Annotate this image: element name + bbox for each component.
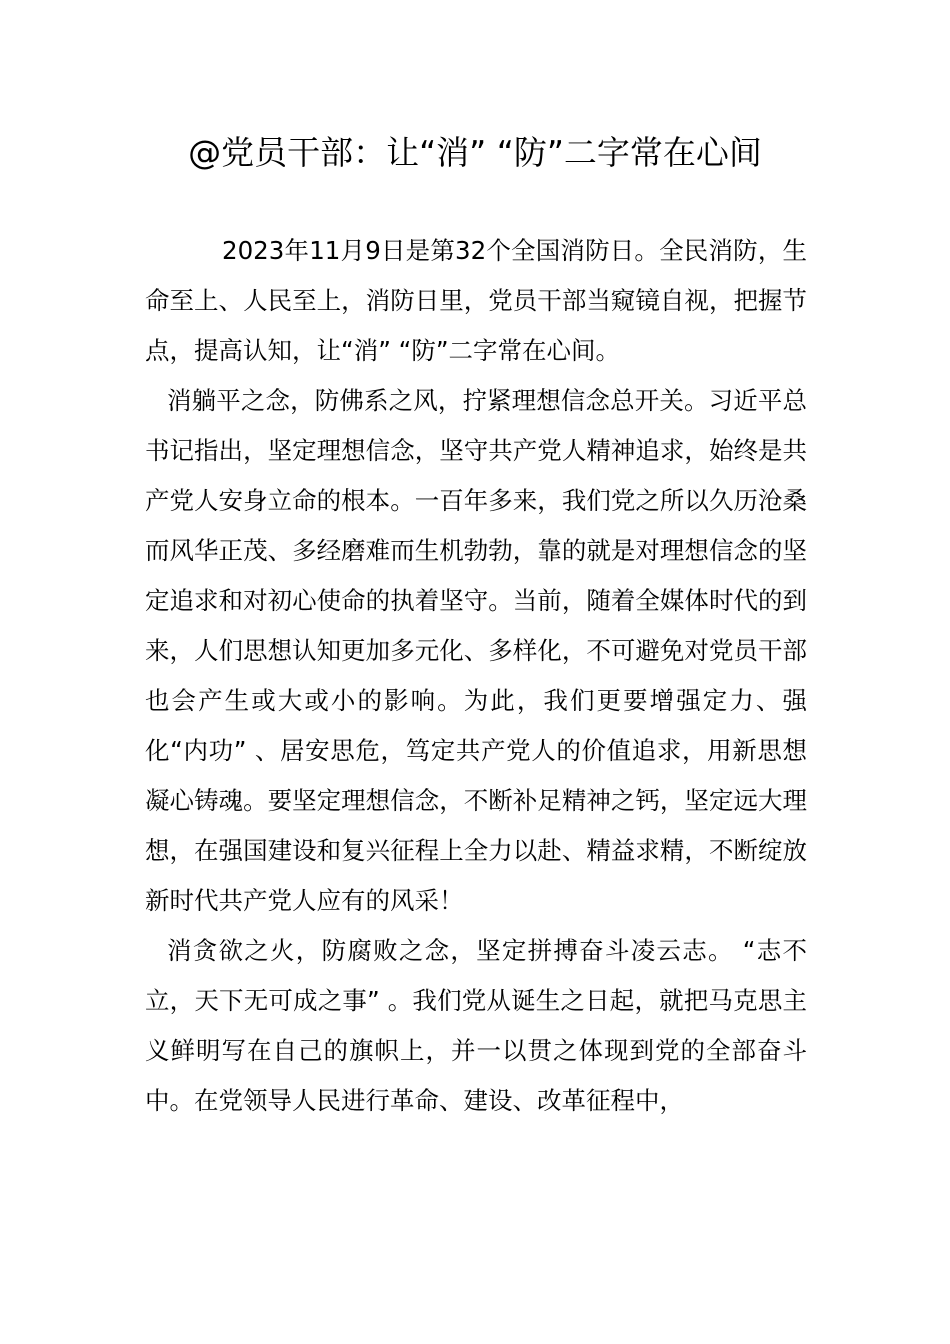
document-title: @党员干部：让“消” “防”二字常在心间 [188, 133, 762, 172]
document-body [145, 226, 807, 1126]
paragraph-1: 2023年11月9日是第32个全国消防日。全民消防，生命至上、人民至上，消防日里，党员干部当窥镜自视，把握节点，提高认知，让“消” “防”二字常在心间。 [145, 236, 807, 365]
paragraph-3: 消贪欲之火，防腐败之念，坚定拼搏奋斗凌云志。 “志不立，天下无可成之事” 。我们党从诞生之日起，就把马克思主义鲜明写在自己的旗帜上，并一以贯之体现到党的全部奋斗中。在党领导人民进行革命、建设、改革征程中， [145, 936, 807, 1115]
paragraph-2: 消躺平之念，防佛系之风，拧紧理想信念总开关。习近平总书记指出，坚定理想信念，坚守共产党人精神追求，始终是共产党人安身立命的根本。一百年多来，我们党之所以久历沧桑而风华正茂、多经磨难而生机勃勃，靠的就是对理想信念的坚定追求和对初心使命的执着坚守。当前，随着全媒体时代的到来，人们思想认知更加多元化、多样化，不可避免对党员干部也会产生或大或小的影响。为此，我们更要增强定力、强化“内功” 、居安思危，笃定共产党人的价值追求，用新思想凝心铸魂。要坚定理想信念，不断补足精神之钙，坚定远大理想，在强国建设和复兴征程上全力以赴、精益求精，不断绽放新时代共产党人应有的风采！ [145, 386, 807, 915]
